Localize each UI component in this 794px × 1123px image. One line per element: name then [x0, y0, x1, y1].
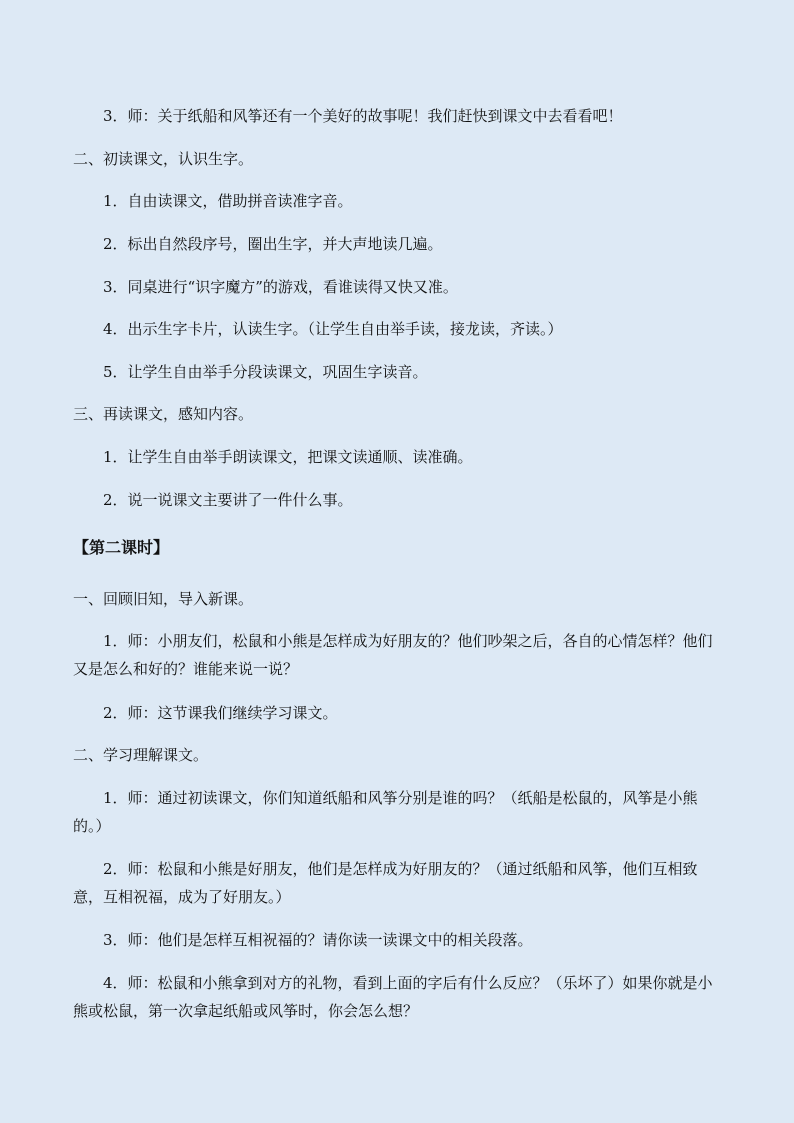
doc-line: 3．师：他们是怎样互相祝福的？请你读一读课文中的相关段落。	[103, 931, 533, 949]
doc-line: 2．标出自然段序号，圈出生字，并大声地读几遍。	[103, 235, 443, 253]
doc-paragraph: 1．师：小朋友们，松鼠和小熊是怎样成为好朋友的？他们吵架之后，各自的心情怎样？他们又是怎么和好的？谁能来说一说？	[73, 632, 713, 678]
doc-line: 5．让学生自由举手分段读课文，巩固生字读音。	[103, 363, 428, 381]
doc-line: 2．说一说课文主要讲了一件什么事。	[103, 491, 353, 509]
section-heading: 二、学习理解课文。	[73, 746, 209, 764]
lesson-heading: 【第二课时】	[73, 538, 170, 557]
doc-line: 3．师：关于纸船和风筝还有一个美好的故事呢！我们赶快到课文中去看看吧！	[103, 107, 623, 125]
doc-line: 4．出示生字卡片，认读生字。（让学生自由举手读，接龙读，齐读。）	[103, 320, 563, 338]
doc-line: 2．师：这节课我们继续学习课文。	[103, 704, 338, 722]
section-heading: 二、初读课文，认识生字。	[73, 150, 254, 168]
doc-line: 1．让学生自由举手朗读课文，把课文读通顺、读准确。	[103, 448, 473, 466]
doc-paragraph: 4．师：松鼠和小熊拿到对方的礼物，看到上面的字后有什么反应？（乐坏了）如果你就是小熊或松鼠，第一次拿起纸船或风筝时，你会怎么想？	[73, 974, 713, 1020]
doc-paragraph: 2．师：松鼠和小熊是好朋友，他们是怎样成为好朋友的？（通过纸船和风筝，他们互相致意，互相祝福，成为了好朋友。）	[73, 860, 698, 906]
doc-line: 1．自由读课文，借助拼音读准字音。	[103, 192, 353, 210]
doc-line: 3．同桌进行“识字魔方”的游戏，看谁读得又快又准。	[103, 278, 458, 296]
section-heading: 三、再读课文，感知内容。	[73, 405, 254, 423]
section-heading: 一、回顾旧知，导入新课。	[73, 590, 254, 608]
doc-paragraph: 1．师：通过初读课文，你们知道纸船和风筝分别是谁的吗？（纸船是松鼠的，风筝是小熊的。）	[73, 789, 698, 835]
